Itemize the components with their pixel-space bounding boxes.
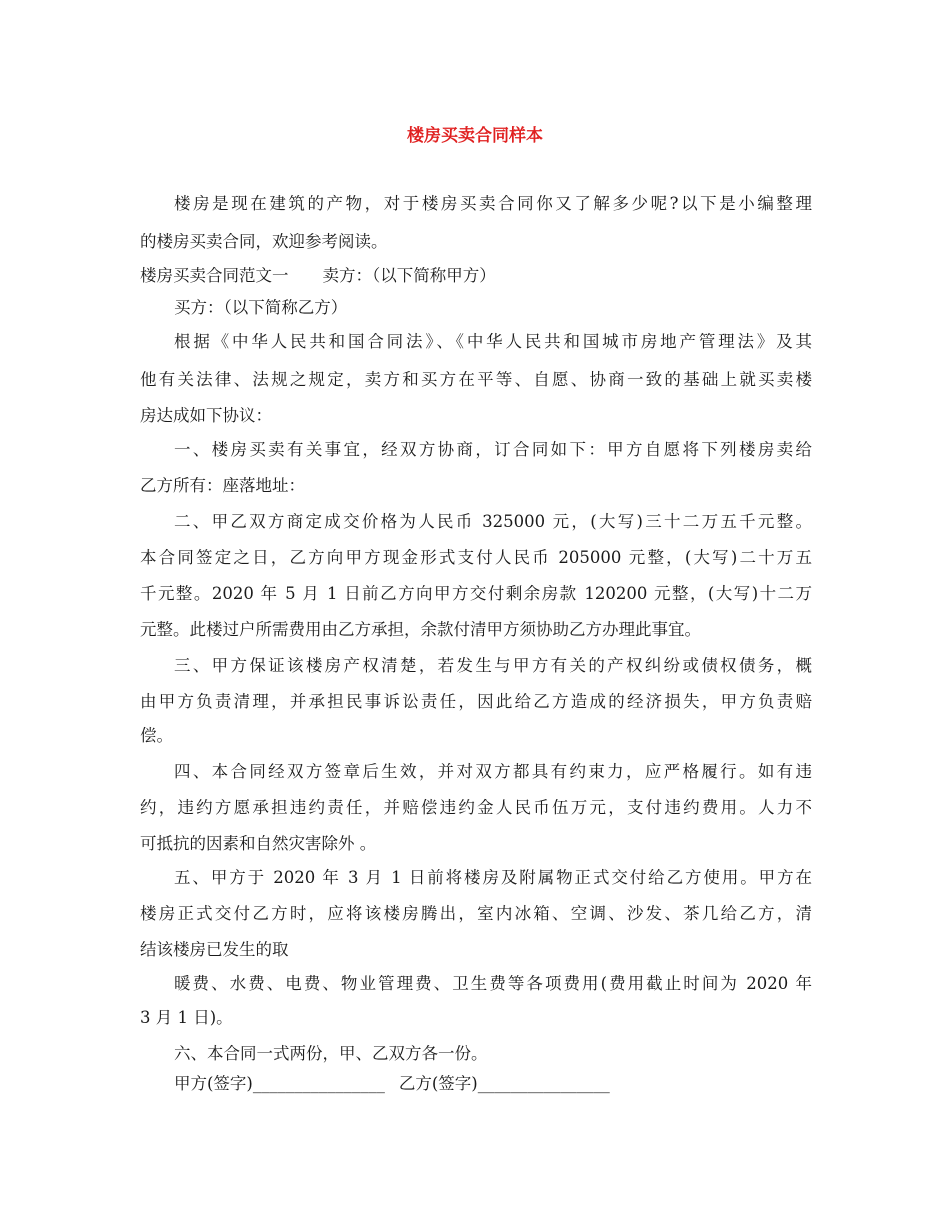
preamble-line-3: 房达成如下协议： xyxy=(140,406,272,425)
clause-2-line-2: 本合同签定之日，乙方向甲方现金形式支付人民币 205000 元整，(大写)二十万五 xyxy=(140,548,812,567)
signature-row xyxy=(174,1072,610,1096)
clause-1-line-2: 乙方所有：座落地址： xyxy=(140,476,305,495)
sample-heading: 楼房买卖合同范文一 xyxy=(140,266,289,285)
seller-line: 卖方：（以下简称甲方） xyxy=(322,266,496,285)
clause-5-line-4: 暖费、水费、电费、物业管理费、卫生费等各项费用(费用截止时间为 2020 年 xyxy=(174,974,812,993)
document-title: 楼房买卖合同样本 xyxy=(407,126,543,146)
buyer-line: 买方：（以下简称乙方） xyxy=(174,298,348,317)
clause-2-line-3: 千元整。2020 年 5 月 1 日前乙方向甲方交付剩余房款 120200 元整，(大写)十二万 xyxy=(140,584,812,603)
intro-line-1: 楼房是现在建筑的产物，对于楼房买卖合同你又了解多少呢?以下是小编整理 xyxy=(174,194,812,213)
clause-5-line-1: 五、甲方于 2020 年 3 月 1 日前将楼房及附属物正式交付给乙方使用。甲方在 xyxy=(174,868,812,887)
clause-4-line-2: 约，违约方愿承担违约责任，并赔偿违约金人民币伍万元，支付违约费用。人力不 xyxy=(140,798,812,817)
clause-6-line-1: 六、本合同一式两份，甲、乙双方各一份。 xyxy=(174,1044,488,1063)
sample-heading-row xyxy=(140,264,496,288)
clause-2-line-4: 元整。此楼过户所需费用由乙方承担，余款付清甲方须协助乙方办理此事宜。 xyxy=(140,620,701,639)
intro-line-2: 的楼房买卖合同，欢迎参考阅读。 xyxy=(140,232,388,251)
clause-5-line-5: 3 月 1 日)。 xyxy=(140,1008,233,1027)
clause-3-line-1: 三、甲方保证该楼房产权清楚，若发生与甲方有关的产权纠纷或债权债务，概 xyxy=(174,656,812,675)
clause-4-line-1: 四、本合同经双方签章后生效，并对双方都具有约束力，应严格履行。如有违 xyxy=(174,762,812,781)
clause-5-line-3: 结该楼房已发生的取 xyxy=(140,940,289,959)
clause-3-line-2: 由甲方负责清理，并承担民事诉讼责任，因此给乙方造成的经济损失，甲方负责赔 xyxy=(140,692,812,711)
clause-2-line-1: 二、甲乙双方商定成交价格为人民币 325000 元，(大写)三十二万五千元整。 xyxy=(174,512,812,531)
clause-4-line-3: 可抵抗的因素和自然灾害除外 。 xyxy=(140,834,377,853)
preamble-line-2: 他有关法律、法规之规定，卖方和买方在平等、自愿、协商一致的基础上就买卖楼 xyxy=(140,370,812,389)
clause-1-line-1: 一、楼房买卖有关事宜，经双方协商，订合同如下：甲方自愿将下列楼房卖给 xyxy=(174,440,812,459)
clause-5-line-2: 楼房正式交付乙方时，应将该楼房腾出，室内冰箱、空调、沙发、茶几给乙方，清 xyxy=(140,904,812,923)
party-b-signature: 乙方(签字)________________ xyxy=(398,1074,610,1093)
party-a-signature: 甲方(签字)________________ xyxy=(174,1074,385,1093)
preamble-line-1: 根据《中华人民共和国合同法》、《中华人民共和国城市房地产管理法》及其 xyxy=(174,332,812,351)
clause-3-line-3: 偿。 xyxy=(140,726,173,745)
